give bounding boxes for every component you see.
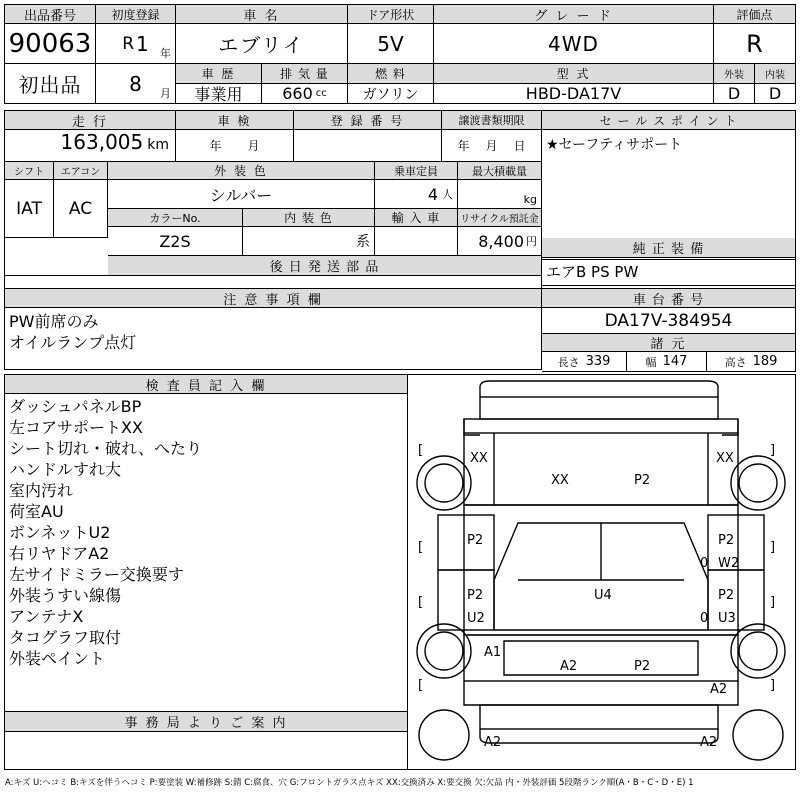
import-value (375, 227, 458, 256)
reg-month-unit: 月 (160, 87, 171, 100)
lot-number-value (4, 24, 96, 64)
first-registration-month (96, 64, 176, 104)
displacement-unit: cc (315, 88, 327, 99)
interior-rank-value (755, 84, 796, 104)
dimension-length-value: 339 (585, 354, 611, 369)
notes-body (4, 308, 542, 370)
shift-value-text: IAT (16, 198, 42, 219)
vehicle-outline-svg (408, 375, 794, 769)
diagram-label: 0 (700, 611, 709, 626)
genuine-equipment-value-text: エアB PS PW (546, 263, 639, 281)
diagram-label: P2 (634, 659, 651, 674)
exterior-color-label-text: 外 装 色 (214, 164, 268, 178)
recycle-fee-label-text: リサイクル預託金 (460, 214, 539, 225)
door-shape-label-text: ドア形状 (366, 7, 415, 22)
genuine-equipment-label (542, 238, 796, 258)
diagram-label: P2 (467, 533, 484, 548)
note-line: PW前席のみ (9, 312, 99, 331)
inspector-note-line: 荷室AU (9, 502, 64, 521)
maxload-value (458, 180, 542, 209)
diagram-label: A2 (560, 659, 578, 674)
door-shape-value-text: 5V (377, 31, 404, 56)
exterior-rank-value (714, 84, 755, 104)
dimension-height (707, 352, 796, 372)
score-label-text: 評価点 (736, 7, 773, 22)
model-code-value (434, 84, 714, 104)
seats-value-text: 4 (427, 184, 438, 204)
diagram-label: U4 (594, 588, 612, 603)
seats-label (375, 162, 458, 180)
inspection-expiry-month: 月 (247, 139, 260, 153)
history-value (176, 84, 262, 104)
grade-value-text: 4WD (548, 31, 599, 56)
grade-label (434, 4, 714, 24)
color-number-label-text: カラーNo. (149, 211, 201, 225)
model-code-label-text: 型 式 (556, 67, 591, 81)
transfer-deadline-label-text: 譲渡書類期限 (458, 114, 525, 127)
interior-rank-label-text: 内装 (765, 70, 785, 81)
diagram-bracket: [ (418, 540, 424, 555)
exterior-color-value (108, 180, 375, 209)
fuel-value (348, 84, 434, 104)
grade-value (434, 24, 714, 64)
inspector-note-line: 右リヤドアA2 (9, 544, 110, 563)
dimension-length-label: 長さ (557, 355, 580, 369)
mileage-value (4, 130, 176, 162)
note-line: オイルランプ点灯 (9, 333, 137, 352)
sales-point-value-text: ★セーフティサポート (546, 137, 683, 153)
fuel-label-text: 燃 料 (375, 67, 406, 81)
fuel-value-text: ガソリン (362, 86, 419, 103)
vin-label-text: 車 台 番 号 (632, 292, 705, 308)
first-listing-badge (4, 64, 96, 104)
door-shape-label (348, 4, 434, 24)
diagram-label: A2 (700, 735, 718, 750)
vin-value-text: DA17V-384954 (604, 310, 733, 331)
mileage-label (4, 110, 176, 130)
maxload-label (458, 162, 542, 180)
diagram-label: U2 (467, 611, 485, 626)
first-registration-label (96, 4, 176, 24)
car-name-label-text: 車 名 (243, 8, 280, 24)
shift-label (4, 162, 54, 180)
interior-color-suffix: 系 (356, 234, 370, 250)
import-label (375, 209, 458, 227)
office-notice-label (4, 712, 408, 732)
diagram-bracket: [ (418, 443, 424, 458)
inspector-note-line: 外装ペイント (9, 649, 106, 668)
ac-value-text: AC (68, 198, 93, 219)
exterior-rank-value-text: D (727, 84, 741, 103)
grade-label-text: グ レ ー ド (534, 8, 613, 24)
diagram-label: P2 (634, 473, 651, 488)
diagram-bracket: [ (418, 678, 424, 693)
car-name-label (176, 4, 348, 24)
inspector-note-line: アンテナX (9, 607, 84, 626)
dimension-width-value: 147 (662, 354, 688, 369)
displacement-label-text: 排 気 量 (280, 67, 329, 81)
diagram-label: 0 (700, 556, 709, 571)
dimension-height-label: 高さ (724, 355, 747, 369)
inspector-note-line: 左サイドミラー交換要す (9, 565, 184, 584)
reg-month-number: 8 (129, 71, 142, 96)
vin-label (542, 288, 796, 308)
seats-value (375, 180, 458, 209)
inspector-note-line: 室内汚れ (9, 481, 74, 500)
genuine-equipment-label-text: 純 正 装 備 (632, 242, 705, 257)
sales-point-label-text: セ ー ル ス ポ イ ン ト (599, 113, 738, 128)
import-label-text: 輸 入 車 (391, 211, 441, 225)
diagram-label: U3 (718, 611, 736, 626)
diagram-label: P2 (718, 533, 735, 548)
exterior-rank-label (714, 64, 755, 84)
recycle-fee-value (458, 227, 542, 256)
first-registration-label-text: 初度登録 (111, 7, 160, 22)
diagram-label: P2 (718, 588, 735, 603)
car-name-value-text: エブリイ (218, 33, 305, 57)
shift-label-text: シフト (14, 167, 44, 178)
notes-label-text: 注 意 事 項 欄 (223, 292, 323, 308)
transfer-month: 月 (485, 139, 498, 153)
registration-number-label-text: 登 録 番 号 (330, 113, 405, 128)
vin-value (542, 308, 796, 334)
dimension-width (627, 352, 707, 372)
diagram-bracket: ] (770, 678, 776, 693)
inspection-expiry-label-text: 車 検 (217, 113, 252, 128)
exterior-rank-label-text: 外装 (724, 70, 744, 81)
office-notice-body (4, 732, 408, 770)
inspector-notes-label (4, 374, 408, 394)
model-code-label (434, 64, 714, 84)
interior-color-label (243, 209, 375, 227)
diagram-label: XX (716, 451, 734, 466)
diagram-label: A2 (484, 735, 502, 750)
diagram-label: XX (470, 451, 488, 466)
dimension-width-label: 幅 (645, 355, 657, 369)
legend-footer-text: A:キズ U:ヘコミ B:キズを伴うヘコミ P:要塗装 W:補修跡 S:錆 C:腐食、穴 G:フロントガラス点キズ XX:交換済み X:要交換 欠:欠品 内・外装評価 5段階ランク順(A・B・C・D・E) 1 (5, 778, 694, 788)
diagram-label: A1 (484, 645, 502, 660)
registration-number-label (294, 110, 442, 130)
reg-year-unit: 年 (160, 47, 171, 60)
inspector-note-line: シート切れ・破れ、へたり (9, 439, 202, 458)
door-shape-value (348, 24, 434, 64)
ac-value (54, 180, 108, 238)
later-shipment-parts-label (108, 256, 542, 276)
score-value (714, 24, 796, 64)
displacement-label (262, 64, 348, 84)
lot-number-label-text: 出品番号 (23, 8, 76, 24)
transfer-day: 日 (513, 139, 526, 153)
diagram-bracket: [ (418, 595, 424, 610)
color-number-value (108, 227, 243, 256)
inspector-note-line: 外装うすい線傷 (9, 586, 122, 605)
inspection-expiry-value (176, 130, 294, 162)
ac-label-text: エアコン (60, 167, 101, 178)
legend-footer (5, 778, 797, 789)
reg-year-number: 1 (136, 31, 149, 56)
recycle-fee-unit: 円 (526, 235, 537, 248)
reg-era-text: R (122, 33, 135, 54)
sales-point-label (542, 110, 796, 130)
seats-unit: 人 (442, 188, 453, 201)
score-label (714, 4, 796, 24)
diagram-label: P2 (467, 588, 484, 603)
dimensions-label (542, 334, 796, 352)
seats-label-text: 乗車定員 (394, 164, 438, 178)
inspector-note-line: ハンドルすれ大 (9, 460, 122, 479)
vehicle-damage-diagram (408, 374, 796, 770)
dimensions-label-text: 諸 元 (650, 337, 687, 352)
inspection-expiry-year: 年 (209, 139, 222, 153)
inspector-note-line: ダッシュパネルBP (9, 397, 142, 416)
transfer-deadline-value (442, 130, 542, 162)
lot-number-value-text: 90063 (8, 28, 92, 59)
dimension-height-value: 189 (752, 354, 778, 369)
history-label-text: 車 歴 (201, 67, 236, 81)
car-name-value (176, 24, 348, 64)
notes-label (4, 288, 542, 308)
maxload-label-text: 最大積載量 (472, 164, 527, 178)
later-shipment-parts-left-spacer (4, 238, 108, 276)
inspection-expiry-label (176, 110, 294, 130)
first-listing-text: 初出品 (18, 73, 82, 97)
fuel-label (348, 64, 434, 84)
recycle-fee-label (458, 209, 542, 227)
exterior-color-label (108, 162, 375, 180)
first-registration-year (96, 24, 176, 64)
color-number-value-text: Z2S (159, 231, 191, 251)
interior-rank-label (755, 64, 796, 84)
office-notice-label-text: 事 務 局 よ り ご 案 内 (124, 716, 288, 731)
mileage-value-text: 163,005 (60, 130, 144, 154)
diagram-bracket: ] (770, 443, 776, 458)
diagram-label: A2 (710, 682, 728, 697)
recycle-fee-value-text: 8,400 (478, 231, 524, 251)
maxload-unit: kg (523, 193, 537, 206)
displacement-value-text: 660 (282, 84, 313, 103)
mileage-unit: km (147, 137, 169, 153)
displacement-value (262, 84, 348, 104)
inspector-notes-body (4, 394, 408, 712)
inspector-note-line: ボンネットU2 (9, 523, 111, 542)
history-value-text: 事業用 (194, 85, 243, 104)
interior-color-label-text: 内 装 色 (284, 211, 333, 225)
later-shipment-parts-label-text: 後 日 発 送 部 品 (269, 260, 380, 275)
model-code-value-text: HBD-DA17V (525, 84, 622, 103)
color-number-label (108, 209, 243, 227)
diagram-bracket: ] (770, 540, 776, 555)
mileage-label-text: 走 行 (71, 114, 109, 130)
diagram-label: W2 (718, 556, 740, 571)
inspector-notes-label-text: 検 査 員 記 入 欄 (145, 378, 267, 394)
score-value-text: R (746, 29, 763, 58)
diagram-label: XX (551, 473, 569, 488)
transfer-year: 年 (457, 139, 470, 153)
history-label (176, 64, 262, 84)
exterior-color-value-text: シルバー (209, 185, 273, 205)
inspector-note-line: 左コアサポートXX (9, 418, 143, 437)
shift-value (4, 180, 54, 238)
lot-number-label (4, 4, 96, 24)
ac-label (54, 162, 108, 180)
dimension-length (542, 352, 627, 372)
registration-number-value (294, 130, 442, 162)
transfer-deadline-label (442, 110, 542, 130)
genuine-equipment-value (542, 258, 796, 286)
interior-color-value (243, 227, 375, 256)
interior-rank-value-text: D (768, 84, 782, 103)
inspector-note-line: タコグラフ取付 (9, 628, 122, 647)
diagram-bracket: ] (770, 595, 776, 610)
